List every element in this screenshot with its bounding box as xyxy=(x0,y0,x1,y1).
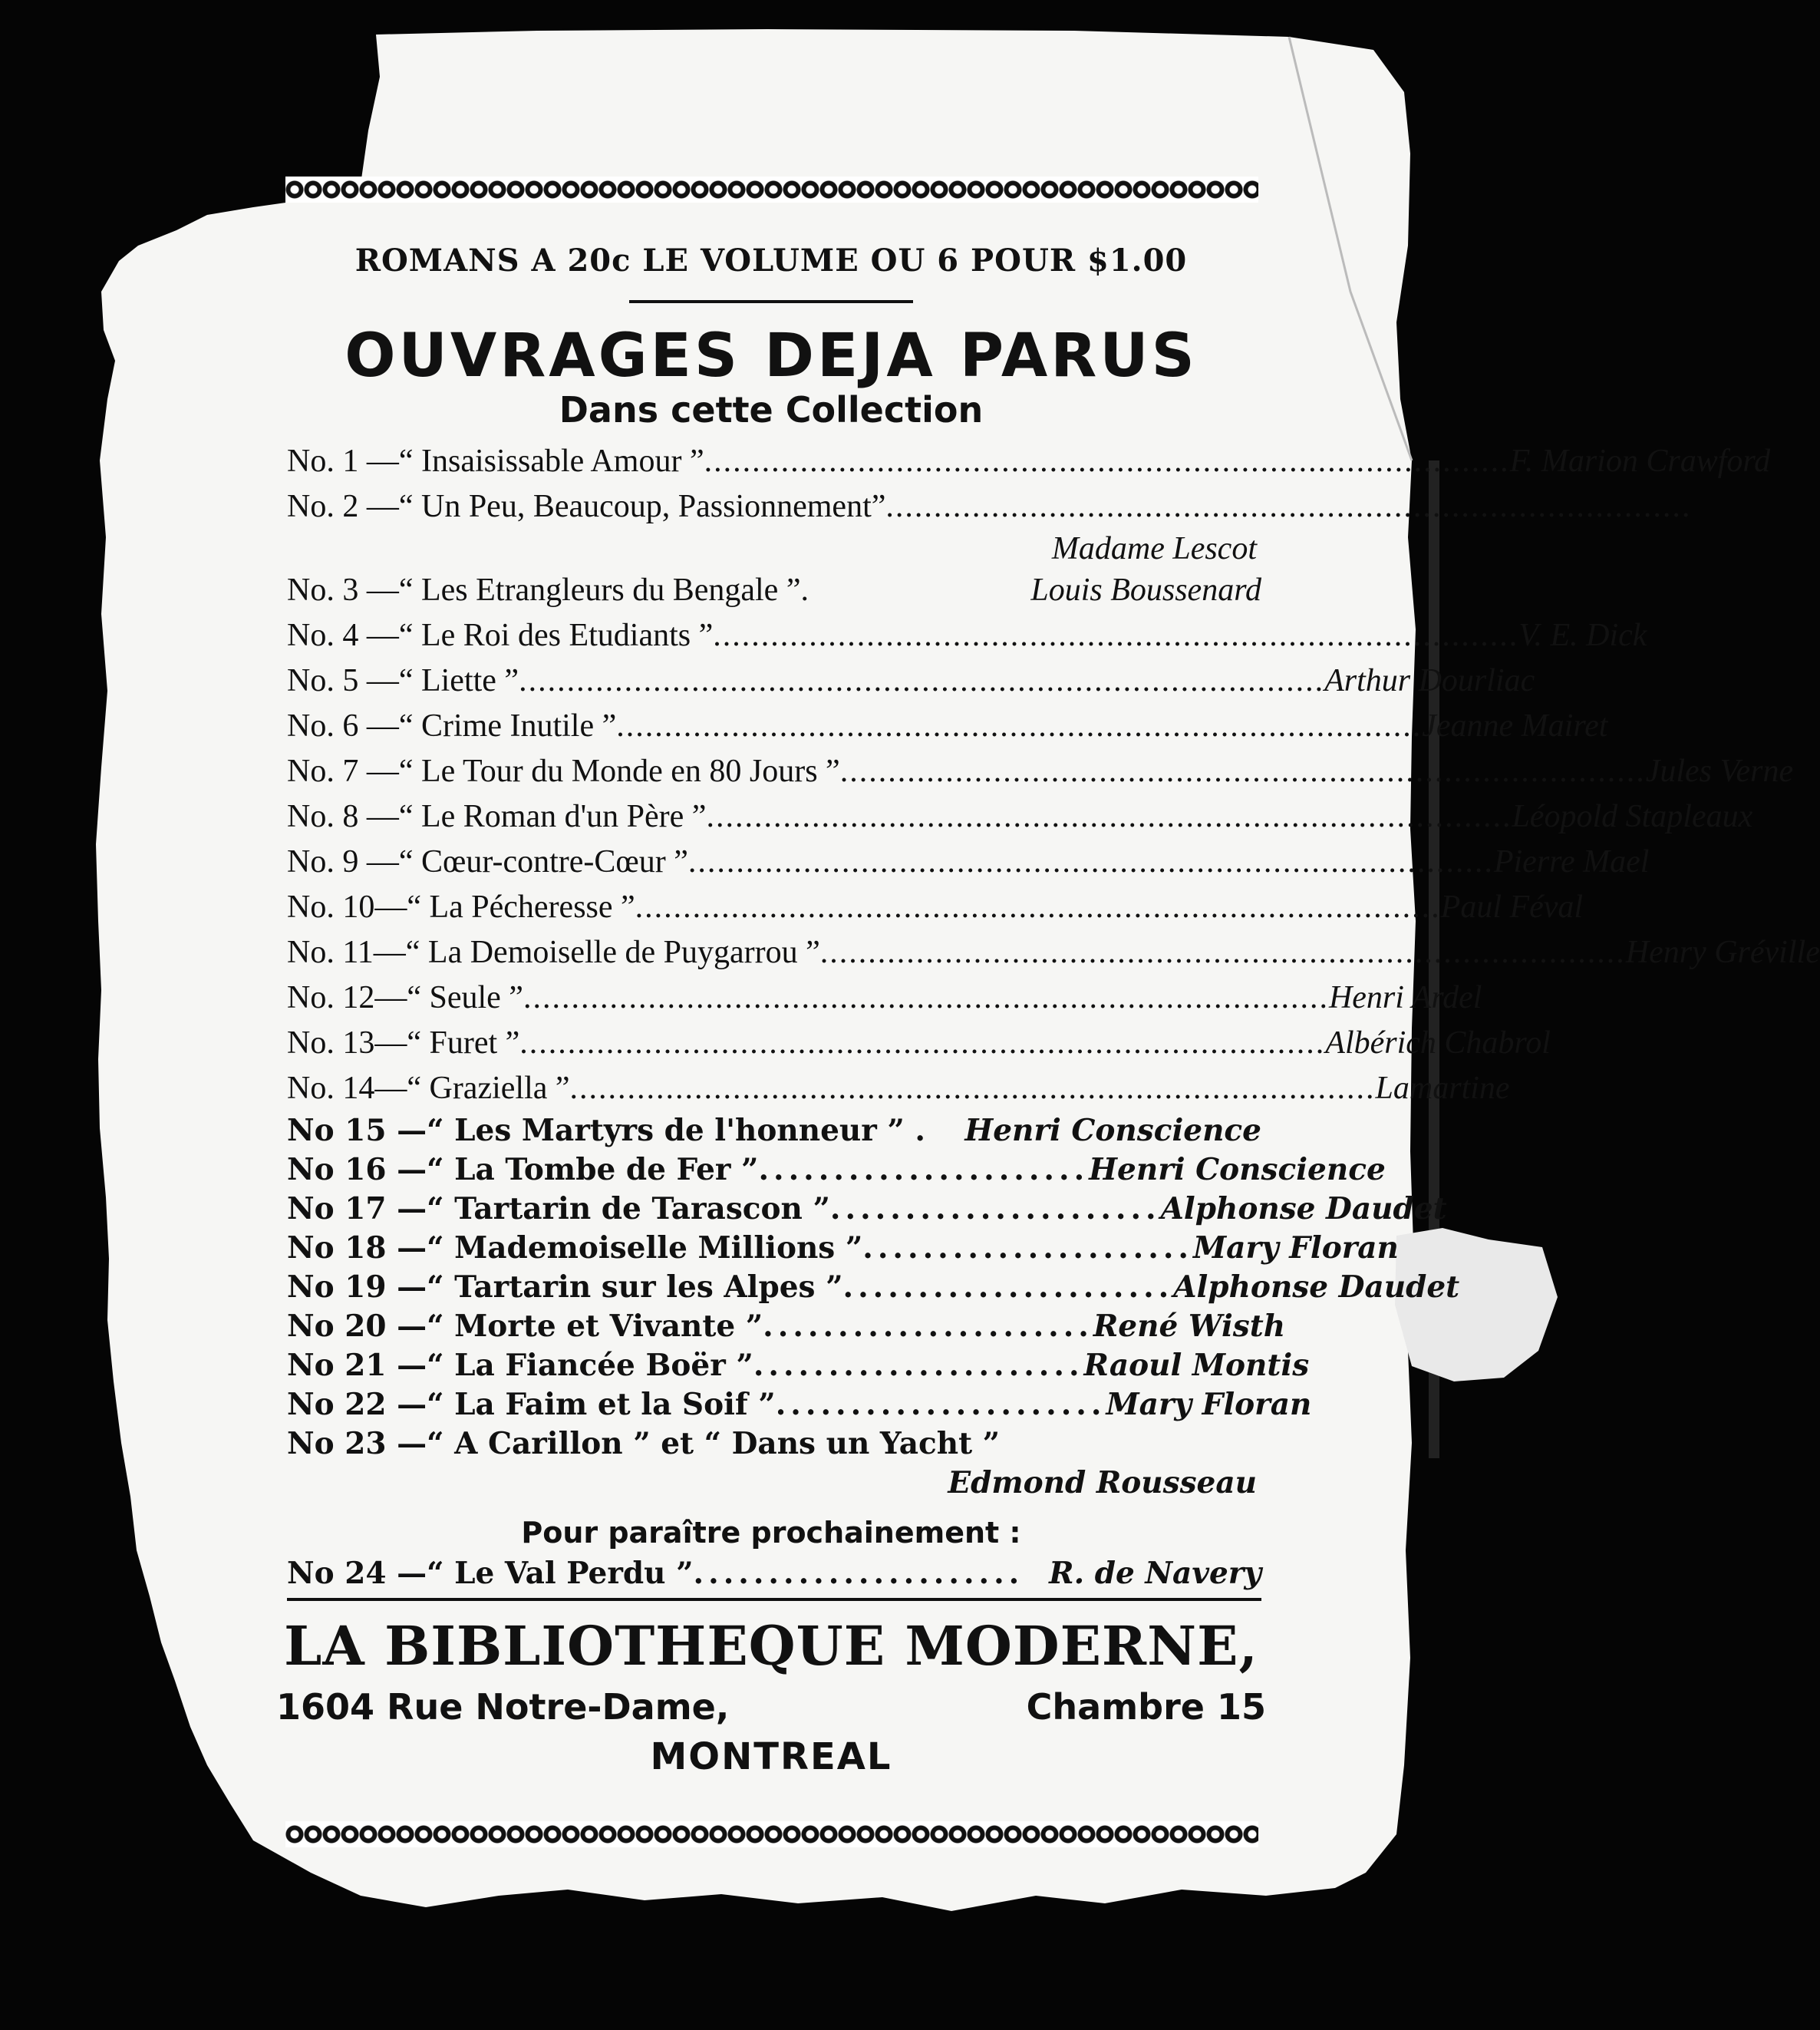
book-row-20 xyxy=(287,1307,1286,1346)
book-title: “ La Faim et la Soif ” xyxy=(427,1386,776,1422)
header-rule xyxy=(629,300,913,303)
book-number: No. 7 — xyxy=(287,753,399,789)
page-subtitle: Dans cette Collection xyxy=(559,389,984,431)
book-number: No 15 — xyxy=(287,1112,427,1148)
book-row-14 xyxy=(287,1066,1510,1111)
leader-dots: .................................................................................... xyxy=(713,617,1519,653)
leader-dots: .................................................................................... xyxy=(885,488,1692,524)
book-author: Paul Féval xyxy=(1440,889,1584,925)
leader-dots: ...................... xyxy=(842,1269,1174,1305)
book-author: René Wisth xyxy=(1093,1308,1286,1344)
book-number: No 16 — xyxy=(287,1151,427,1187)
book-author: V. E. Dick xyxy=(1518,617,1647,653)
book-row-3 xyxy=(287,568,1261,613)
book-row-16 xyxy=(287,1150,1386,1190)
book-number: No. 12— xyxy=(287,979,407,1015)
publisher-name: LA BIBLIOTHEQUE MODERNE, xyxy=(284,1613,1258,1678)
page-title: OUVRAGES DEJA PARUS xyxy=(345,322,1198,391)
book-title: “ Crime Inutile ” xyxy=(398,708,617,744)
book-title: “ Les Martyrs de l'honneur ” . xyxy=(427,1112,925,1148)
book-author: Henri Conscience xyxy=(1089,1151,1386,1187)
book-number: No 18 — xyxy=(287,1230,427,1266)
top-ornament-border xyxy=(285,177,1258,203)
book-row-9 xyxy=(287,840,1650,885)
forthcoming-heading: Pour paraître prochainement : xyxy=(521,1515,1021,1550)
book-title: “ La Pécheresse ” xyxy=(407,889,635,925)
book-title: “ La Tombe de Fer ” xyxy=(427,1151,759,1187)
leader-dots: .................................................................................... xyxy=(523,979,1329,1015)
book-author: R. de Navery xyxy=(1049,1555,1261,1591)
book-row-11 xyxy=(287,930,1820,975)
book-title: “ Tartarin sur les Alpes ” xyxy=(427,1269,843,1305)
book-author: Jules Verne xyxy=(1645,753,1794,789)
book-row-8 xyxy=(287,794,1753,840)
book-number: No. 14— xyxy=(287,1070,407,1106)
leader-dots: .................................................................................... xyxy=(635,889,1441,925)
book-author: Alphonse Daudet xyxy=(1173,1269,1460,1305)
book-row-12 xyxy=(287,975,1482,1021)
book-row-1 xyxy=(287,439,1771,484)
book-number: No 20 — xyxy=(287,1308,427,1344)
book-number: No. 1 — xyxy=(287,443,399,479)
leader-dots: ...................... xyxy=(775,1386,1106,1422)
book-title: “ Seule ” xyxy=(407,979,523,1015)
book-author: Lamartine xyxy=(1375,1070,1510,1106)
book-title: “ Morte et Vivante ” xyxy=(427,1308,763,1344)
book-number: No. 6 — xyxy=(287,708,399,744)
leader-dots: ...................... xyxy=(862,1230,1193,1266)
publisher-city: MONTREAL xyxy=(650,1735,892,1778)
book-author: Mary Floran xyxy=(1193,1230,1399,1266)
book-title: “ Le Tour du Monde en 80 Jours ” xyxy=(398,753,840,789)
bottom-ornament-border xyxy=(285,1821,1258,1847)
book-number: No 24 — xyxy=(287,1555,427,1591)
leader-dots: .................................................................................... xyxy=(704,443,1510,479)
leader-dots: ...................... xyxy=(693,1555,1024,1591)
leader-dots: .................................................................................... xyxy=(706,798,1512,834)
book-row-6 xyxy=(287,704,1608,749)
book-author: Edmond Rousseau xyxy=(948,1464,1257,1500)
book-list xyxy=(276,439,1820,1502)
book-author: Henri Conscience xyxy=(964,1112,1261,1148)
book-title: “ La Fiancée Boër ” xyxy=(427,1347,753,1383)
leader-dots: .................................................................................... xyxy=(519,662,1325,698)
book-title: “ Graziella ” xyxy=(407,1070,570,1106)
leader-dots: ...................... xyxy=(753,1347,1084,1383)
leader-dots: ...................... xyxy=(758,1151,1090,1187)
book-number: No. 5 — xyxy=(287,662,399,698)
list-bottom-rule xyxy=(287,1598,1261,1601)
book-number: No. 4 — xyxy=(287,617,399,653)
book-row-18 xyxy=(287,1229,1399,1268)
book-number: No 21 — xyxy=(287,1347,427,1383)
book-number: No. 10— xyxy=(287,889,407,925)
leader-dots: ...................... xyxy=(763,1308,1093,1344)
book-author: F. Marion Crawford xyxy=(1509,443,1771,479)
book-title: “ Insaisissable Amour ” xyxy=(398,443,704,479)
book-author: Madame Lescot xyxy=(1051,530,1257,566)
book-row-23 xyxy=(287,1424,1261,1464)
book-title: “ Le Val Perdu ” xyxy=(427,1555,694,1591)
book-title: “ A Carillon ” et “ Dans un Yacht ” xyxy=(427,1425,1001,1461)
book-author: Louis Boussenard xyxy=(1030,572,1261,608)
leader-dots: .................................................................................... xyxy=(819,934,1626,970)
book-row-5 xyxy=(287,659,1535,704)
book-title: “ Tartarin de Tarascon ” xyxy=(427,1190,830,1226)
book-author: Henry Gréville xyxy=(1625,934,1820,970)
publisher-address: 1604 Rue Notre-Dame, xyxy=(276,1685,730,1728)
book-author: Alphonse Daudet xyxy=(1160,1190,1447,1226)
book-row-24 xyxy=(287,1554,1261,1593)
book-number: No 17 — xyxy=(287,1190,427,1226)
book-author: Albérich Chabrol xyxy=(1325,1025,1551,1061)
book-number: No. 11— xyxy=(287,934,406,970)
book-title: “ Mademoiselle Millions ” xyxy=(427,1230,863,1266)
book-title: “ Furet ” xyxy=(407,1025,520,1061)
book-number: No. 3 — xyxy=(287,572,399,608)
publisher-address-row xyxy=(276,1686,1266,1728)
leader-dots: ...................... xyxy=(829,1190,1161,1226)
book-row-10 xyxy=(287,885,1584,930)
leader-dots: .................................................................................... xyxy=(839,753,1646,789)
price-line: ROMANS A 20c LE VOLUME OU 6 POUR $1.00 xyxy=(354,243,1188,279)
book-row-13 xyxy=(287,1021,1551,1066)
book-author: Pierre Mael xyxy=(1493,843,1650,880)
book-row-7 xyxy=(287,749,1794,794)
book-title: “ Le Roi des Etudiants ” xyxy=(398,617,714,653)
leader-dots: .................................................................................... xyxy=(569,1070,1376,1106)
book-number: No. 8 — xyxy=(287,798,399,834)
book-number: No 22 — xyxy=(287,1386,427,1422)
book-number: No. 2 — xyxy=(287,488,399,524)
book-row-4 xyxy=(287,613,1647,659)
book-row-22 xyxy=(287,1385,1312,1424)
book-author: Henri Ardel xyxy=(1328,979,1482,1015)
book-title: “ Liette ” xyxy=(398,662,519,698)
book-title: “ Le Roman d'un Père ” xyxy=(398,798,707,834)
book-number: No 19 — xyxy=(287,1269,427,1305)
publisher-room: Chambre 15 xyxy=(1026,1685,1266,1728)
leader-dots: .................................................................................... xyxy=(687,843,1494,880)
book-title: “ La Demoiselle de Puygarrou ” xyxy=(405,934,820,970)
book-author: Léopold Stapleaux xyxy=(1512,798,1753,834)
book-author: Arthur Dourliac xyxy=(1324,662,1535,698)
advertisement-content xyxy=(276,177,1820,1847)
forthcoming-list xyxy=(276,1554,1266,1593)
book-row-21 xyxy=(287,1346,1310,1385)
book-author: Mary Floran xyxy=(1106,1386,1312,1422)
book-title: “ Un Peu, Beaucoup, Passionnement” xyxy=(398,488,886,524)
book-row-17 xyxy=(287,1190,1447,1229)
leader-dots: .................................................................................... xyxy=(519,1025,1326,1061)
book-number: No. 13— xyxy=(287,1025,407,1061)
book-row-19 xyxy=(287,1268,1460,1307)
book-row-2 xyxy=(287,484,1692,530)
book-row-15 xyxy=(287,1111,1261,1150)
book-author: Jeanne Mairet xyxy=(1422,708,1608,744)
book-number: No 23 — xyxy=(287,1425,427,1461)
book-author: Raoul Montis xyxy=(1083,1347,1310,1383)
book-title: “ Cœur-contre-Cœur ” xyxy=(398,843,688,880)
leader-dots: .................................................................................... xyxy=(616,708,1423,744)
book-number: No. 9 — xyxy=(287,843,399,880)
book-title: “ Les Etrangleurs du Bengale ”. xyxy=(398,572,809,608)
